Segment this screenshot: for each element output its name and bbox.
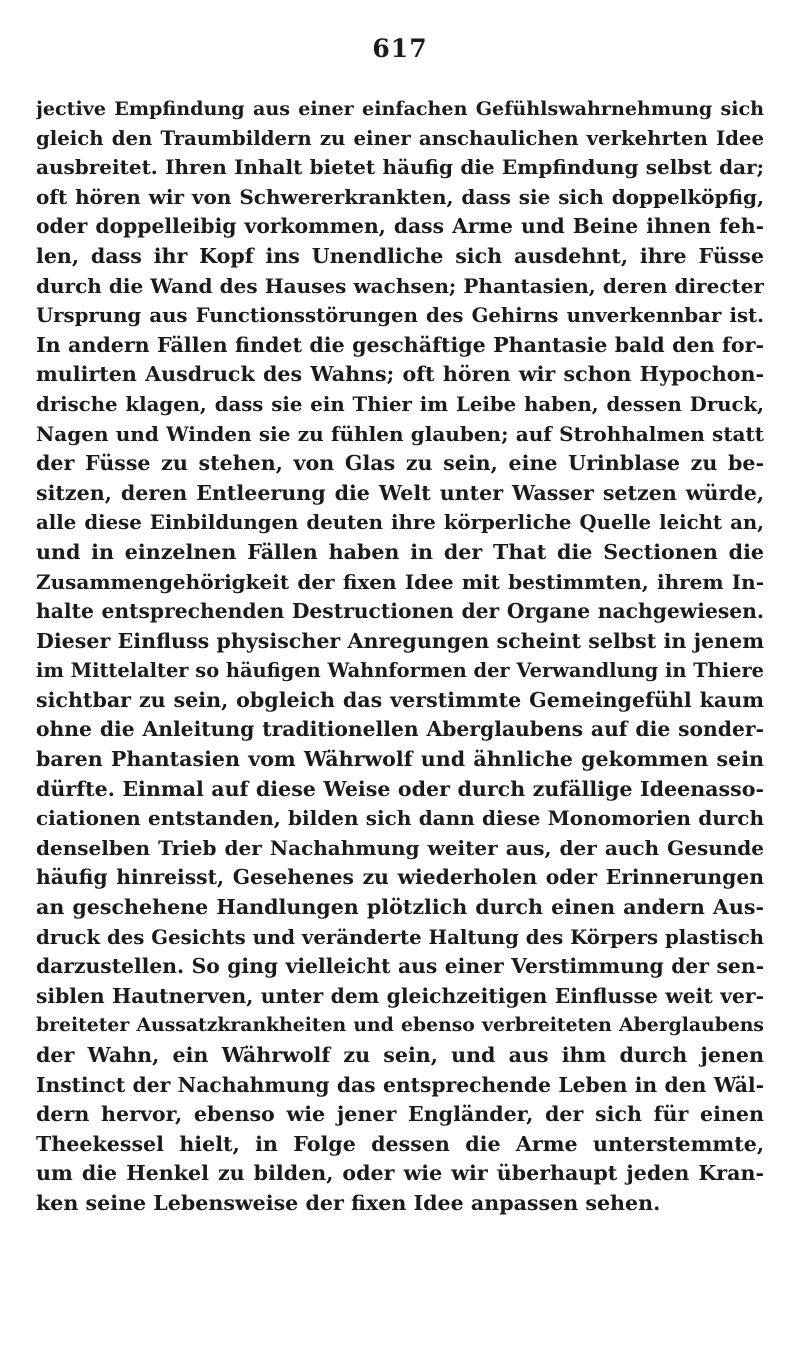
text-line: der Wahn, ein Währwolf zu sein, und aus ihm durch jenen bbox=[36, 1043, 764, 1067]
text-line: halte entsprechenden Destructionen der Organe nachgewiesen. bbox=[36, 599, 764, 624]
text-line: breiteter Aussatzkrankheiten und ebenso verbreiteten Aberglaubens bbox=[36, 1014, 764, 1037]
text-line: drische klagen, dass sie ein Thier im Leibe haben, dessen Druck, bbox=[36, 392, 764, 416]
text-line: um die Henkel zu bilden, oder wie wir überhaupt jeden Kran- bbox=[36, 1161, 764, 1186]
text-line: häufig hinreisst, Gesehenes zu wiederholen oder Erinnerungen bbox=[36, 865, 764, 890]
text-line: und in einzelnen Fällen haben in der That die Sectionen die bbox=[36, 539, 764, 564]
text-line: siblen Hautnerven, unter dem gleichzeitigen Einflusse weit ver- bbox=[36, 983, 764, 1008]
text-line: dern hervor, ebenso wie jener Engländer, der sich für einen bbox=[36, 1102, 764, 1127]
text-line: sitzen, deren Entleerung die Welt unter Wasser setzen würde, bbox=[36, 480, 764, 505]
text-line: Nagen und Winden sie zu fühlen glauben; auf Strohhalmen statt bbox=[36, 421, 764, 446]
text-line: Instinct der Nachahmung das entsprechende Leben in den Wäl- bbox=[36, 1072, 764, 1097]
text-line: druck des Gesichts und veränderte Haltung des Körpers plastisch bbox=[36, 925, 764, 949]
text-line: ausbreitet. Ihren Inhalt bietet häufig die Empfindung selbst dar; bbox=[36, 155, 764, 180]
text-line: ohne die Anleitung traditionellen Aberglaubens auf die sonder- bbox=[36, 717, 764, 742]
text-line: im Mittelalter so häufigen Wahnformen der Verwandlung in Thiere bbox=[36, 659, 764, 683]
page-number: 617 bbox=[372, 34, 428, 63]
text-line: sichtbar zu sein, obgleich das verstimmte Gemeingefühl kaum bbox=[36, 687, 764, 712]
text-line: der Füsse zu stehen, von Glas zu sein, eine Urinblase zu be- bbox=[36, 451, 764, 476]
text-line: darzustellen. So ging vielleicht aus einer Verstimmung der sen- bbox=[36, 954, 764, 979]
text-line: Ursprung aus Functionsstörungen des Gehirns unverkennbar ist. bbox=[36, 304, 764, 328]
text-line: ciationen entstanden, bilden sich dann diese Monomorien durch bbox=[36, 806, 764, 831]
text-line: durch die Wand des Hauses wachsen; Phantasien, deren directer bbox=[36, 273, 764, 298]
text-line: dürfte. Einmal auf diese Weise oder durch zufällige Ideenasso- bbox=[36, 776, 764, 801]
text-line: len, dass ihr Kopf ins Unendliche sich ausdehnt, ihre Füsse bbox=[36, 243, 764, 268]
text-line: baren Phantasien vom Währwolf und ähnliche gekommen sein bbox=[36, 747, 764, 772]
text-line: oder doppelleibig vorkommen, dass Arme und Beine ihnen feh- bbox=[36, 214, 764, 239]
text-line: an geschehene Handlungen plötzlich durch einen andern Aus- bbox=[36, 895, 764, 920]
text-line: denselben Trieb der Nachahmung weiter aus, der auch Gesunde bbox=[36, 835, 764, 860]
text-line: In andern Fällen findet die geschäftige Phantasie bald den for- bbox=[36, 332, 764, 357]
text-line: gleich den Traumbildern zu einer anschaulichen verkehrten Idee bbox=[36, 126, 764, 150]
text-line: Dieser Einfluss physischer Anregungen scheint selbst in jenem bbox=[36, 628, 764, 653]
text-line: Zusammengehörigkeit der fixen Idee mit bestimmten, ihrem In- bbox=[36, 569, 764, 594]
text-line-last: ken seine Lebensweise der fixen Idee anpassen sehen. bbox=[36, 1190, 661, 1215]
text-line: oft hören wir von Schwererkrankten, dass sie sich doppelköpfig, bbox=[36, 184, 764, 209]
text-line: Theekessel hielt, in Folge dessen die Arme unterstemmte, bbox=[36, 1131, 764, 1156]
text-line: jective Empfindung aus einer einfachen Gefühlswahrnehmung sich bbox=[36, 97, 764, 120]
text-line: alle diese Einbildungen deuten ihre körperliche Quelle leicht an, bbox=[36, 511, 764, 535]
text-line: mulirten Ausdruck des Wahns; oft hören wir schon Hypochon- bbox=[36, 362, 764, 387]
body-text bbox=[36, 94, 764, 1219]
